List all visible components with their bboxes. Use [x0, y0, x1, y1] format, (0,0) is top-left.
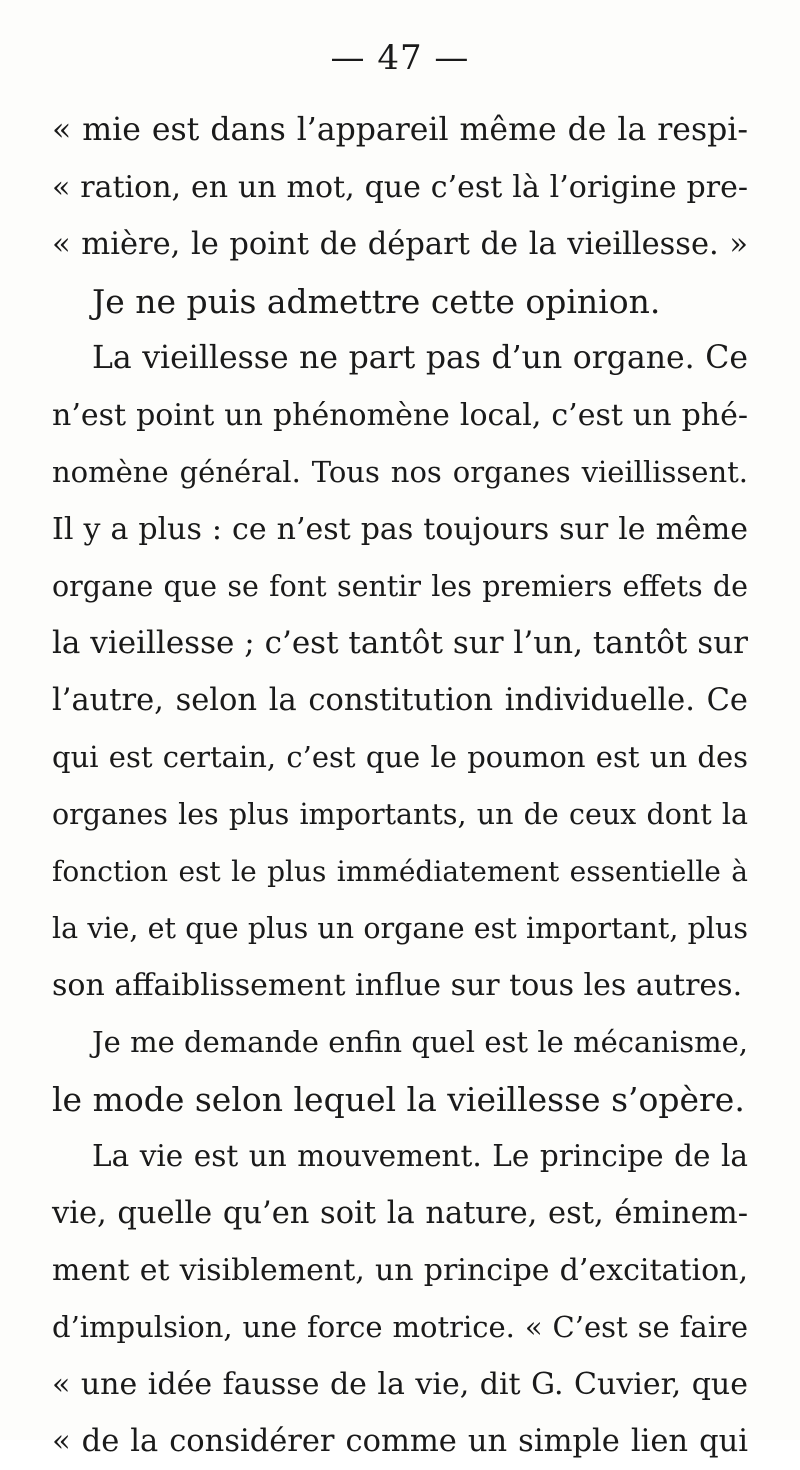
text-line: ment et visiblement, un principe d’excitation,: [52, 1253, 748, 1288]
text-line: La vieillesse ne part pas d’un organe. Ce: [92, 340, 748, 376]
text-line: organe que se font sentir les premiers effets de: [52, 570, 748, 603]
text-line: vie, quelle qu’en soit la nature, est, éminem-: [52, 1196, 748, 1231]
text-line: fonction est le plus immédiatement essentielle à: [52, 855, 748, 888]
text-line: le mode selon lequel la vieillesse s’opère.: [52, 1080, 745, 1119]
text-line: la vieillesse ; c’est tantôt sur l’un, tantôt sur: [52, 625, 748, 661]
text-line: l’autre, selon la constitution individuelle. Ce: [52, 683, 748, 718]
text-line: Je ne puis admettre cette opinion.: [92, 282, 661, 321]
text-line: « de la considérer comme un simple lien qui: [52, 1424, 748, 1459]
text-line: La vie est un mouvement. Le principe de la: [92, 1139, 748, 1173]
text-line: Je me demande enfin quel est le mécanisme,: [92, 1025, 748, 1059]
text-line: nomène général. Tous nos organes vieillissent.: [52, 455, 748, 489]
text-line: « mie est dans l’appareil même de la respi-: [52, 112, 748, 148]
text-line: Il y a plus : ce n’est pas toujours sur le même: [52, 512, 748, 547]
text-line: « mière, le point de départ de la vieillesse. »: [52, 227, 748, 262]
text-line: la vie, et que plus un organe est important, plus: [52, 912, 748, 945]
page-number: — 47 —: [330, 38, 470, 78]
text-line: n’est point un phénomène local, c’est un phé-: [52, 398, 748, 433]
text-line: « une idée fausse de la vie, dit G. Cuvier, que: [52, 1367, 748, 1402]
text-line: organes les plus importants, un de ceux dont la: [52, 798, 748, 831]
text-line: « ration, en un mot, que c’est là l’origine pre-: [52, 170, 748, 205]
text-line: qui est certain, c’est que le poumon est un des: [52, 740, 748, 774]
text-line: d’impulsion, une force motrice. « C’est se faire: [52, 1310, 748, 1344]
text-block: [52, 102, 748, 1470]
text-line: son affaiblissement influe sur tous les autres.: [52, 968, 743, 1003]
